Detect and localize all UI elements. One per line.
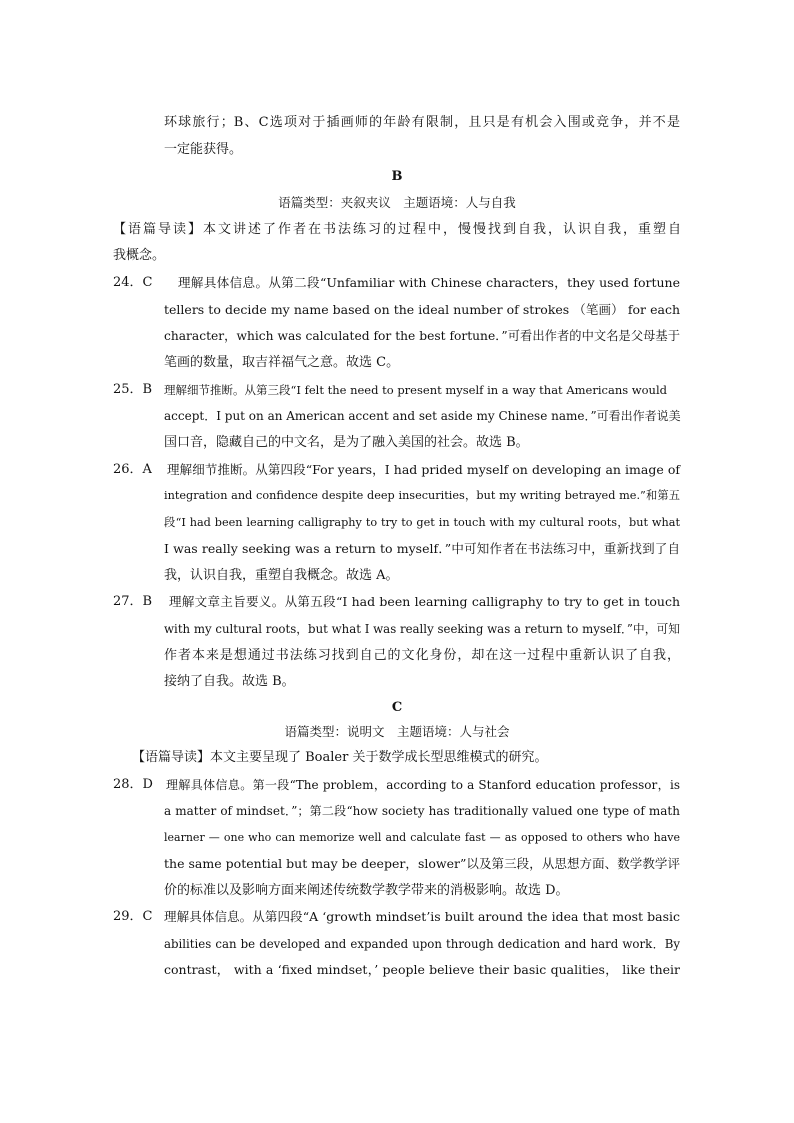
explanation-line: 价的标准以及影响方面来阐述传统数学教学带来的消极影响。故选 D。 [164, 883, 569, 898]
paragraph-line: 环球旅行；B、C选项对于插画师的年龄有限制，且只是有机会入围或竞争，并不是 [164, 115, 680, 130]
explanation-line: 理解文章主旨要义。从第五段“I had been learning calligraphy to try to get in touch [169, 594, 680, 609]
section-meta: 语篇类型：说明文 主题语境：人与社会 [284, 724, 510, 739]
explanation-line: with my cultural roots，but what I was really seeking was a return to myself．”中，可知 [164, 622, 680, 636]
paragraph-line: 一定能获得。 [164, 142, 243, 157]
explanation-line: 接纳了自我。故选 B。 [164, 674, 295, 689]
explanation-line: 理解具体信息。第一段“The problem，according to a Stanford education professor，is [166, 778, 680, 792]
explanation-line: contrast， with a ‘fixed mindset，’ people believe their basic qualities， like their [164, 962, 680, 977]
explanation-line: tellers to decide my name based on the ideal number of strokes （笔画） for each [164, 302, 680, 317]
reading-intro: 【语篇导读】本文讲述了作者在书法练习的过程中，慢慢找到自我，认识自我，重塑自 [113, 222, 681, 237]
explanation-line: learner — one who can memorize well and calculate fast — as opposed to others who have [164, 831, 680, 844]
question-number: 25．B [113, 382, 153, 397]
explanation-line: accept．I put on an American accent and set aside my Chinese name．”可看出作者说美 [164, 409, 681, 423]
explanation-line: the same potential but may be deeper，slower”以及第三段，从思想方面、数学教学评 [164, 856, 680, 871]
explanation-line: I was really seeking was a return to myself．”中可知作者在书法练习中，重新找到了自 [164, 541, 680, 556]
reading-intro: 【语篇导读】本文主要呈现了 Boaler 关于数学成长型思维模式的研究。 [132, 750, 548, 765]
explanation-line: 笔画的数量，取吉祥福气之意。故选 C。 [164, 355, 400, 370]
explanation-line: 理解具体信息。从第二段“Unfamiliar with Chinese characters，they used fortune [178, 275, 680, 290]
explanation-line: integration and confidence despite deep insecurities，but my writing betrayed me.”和第五 [164, 489, 680, 502]
question-number: 27．B [113, 594, 153, 609]
explanation-line: 作者本来是想通过书法练习找到自己的文化身份，却在这一过程中重新认识了自我， [164, 648, 680, 663]
question-number: 28．D [113, 777, 153, 792]
question-number: 29．C [113, 909, 153, 924]
explanation-line: abilities can be developed and expanded upon through dedication and hard work．By [164, 937, 680, 951]
section-meta: 语篇类型：夹叙夹议 主题语境：人与自我 [278, 195, 516, 210]
explanation-line: 理解细节推断。从第四段“For years，I had prided myself on developing an image of [167, 462, 680, 477]
explanation-line: character，which was calculated for the best fortune．”可看出作者的中文名是父母基于 [164, 329, 680, 343]
explanation-line: 理解具体信息。从第四段“A ‘growth mindset’is built around the idea that most basic [164, 909, 680, 924]
question-number: 26．A [113, 462, 152, 477]
question-number: 24．C [113, 275, 153, 290]
explanation-line: 我，认识自我，重塑自我概念。故选 A。 [164, 568, 399, 583]
explanation-line: 段“I had been learning calligraphy to try to get in touch with my cultural roots，but what [164, 516, 680, 529]
section-heading: C [391, 700, 403, 715]
section-heading: B [391, 169, 403, 184]
explanation-line: a matter of mindset．”；第二段“how society has traditionally valued one type of math [164, 804, 680, 818]
explanation-line: 理解细节推断。从第三段“I felt the need to present myself in a way that Americans would [164, 383, 668, 397]
reading-intro: 我概念。 [113, 248, 166, 263]
explanation-line: 国口音，隐藏自己的中文名，是为了融入美国的社会。故选 B。 [164, 435, 529, 450]
